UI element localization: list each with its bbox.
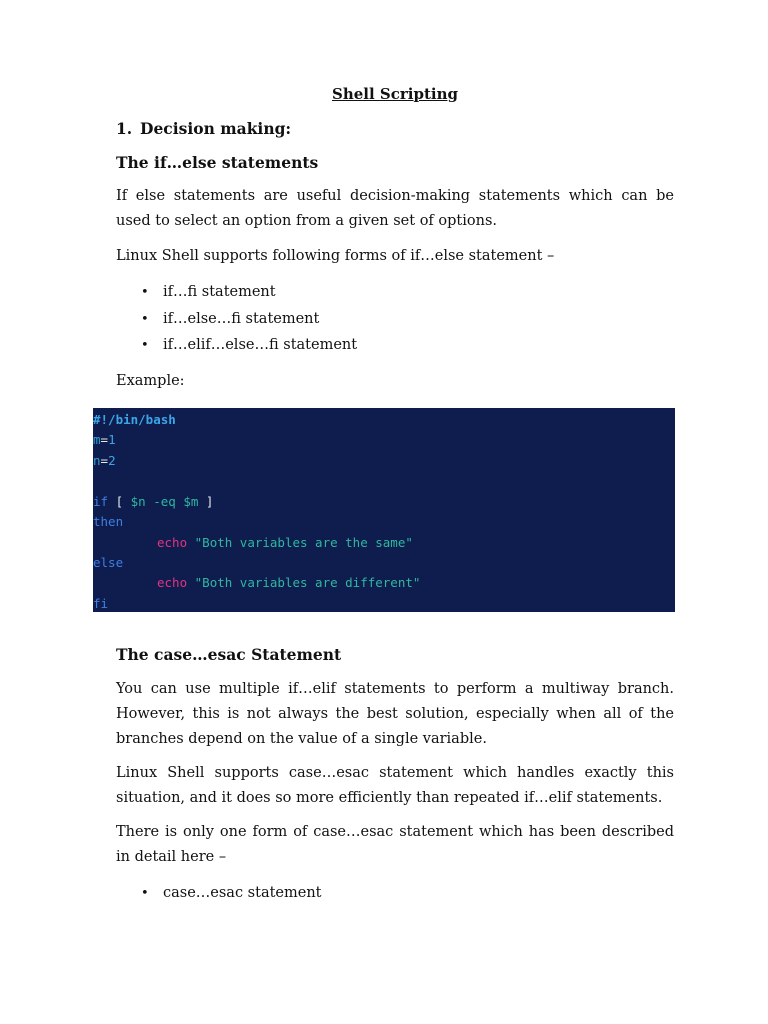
paragraph-case-intro: You can use multiple if…elif statements to perform a multiway branch. However, this is not always the best solution, especially when all of the branches depend on the value of a single variable. bbox=[116, 681, 674, 747]
list-item bbox=[141, 311, 319, 327]
code-num: 2 bbox=[108, 453, 116, 468]
paragraph-if-else-intro: If else statements are useful decision-making statements which can be used to select an option from a given set of options. bbox=[116, 188, 674, 229]
section-number: 1. bbox=[116, 119, 133, 138]
code-line-echo1 bbox=[157, 535, 413, 550]
code-keyword: fi bbox=[93, 596, 109, 611]
page-title: Shell Scripting bbox=[332, 85, 458, 103]
section-heading-decision-making bbox=[116, 119, 291, 138]
code-varref: $n bbox=[130, 494, 146, 509]
code-op: [ bbox=[108, 494, 131, 509]
code-shebang: #!/bin/bash bbox=[93, 412, 176, 427]
subheading-if-else: The if…else statements bbox=[116, 153, 319, 172]
code-echo: echo bbox=[157, 575, 188, 590]
code-line-m bbox=[93, 432, 116, 447]
list-item-text: case…esac statement bbox=[163, 885, 322, 901]
bullet-icon: • bbox=[141, 312, 149, 327]
code-keyword: then bbox=[93, 514, 124, 529]
code-echo: echo bbox=[157, 535, 188, 550]
list-item-text: if…elif…else…fi statement bbox=[163, 337, 358, 353]
bullet-icon: • bbox=[141, 285, 149, 300]
paragraph-if-else-forms: Linux Shell supports following forms of if…else statement – bbox=[116, 248, 555, 264]
list-item-text: if…else…fi statement bbox=[163, 311, 320, 327]
code-line-then bbox=[93, 514, 123, 529]
list-item bbox=[141, 284, 276, 300]
list-item bbox=[141, 885, 322, 901]
section-heading-text: Decision making: bbox=[140, 119, 292, 138]
paragraph-case-form: There is only one form of case…esac statement which has been described in detail here – bbox=[116, 824, 674, 865]
code-keyword: else bbox=[93, 555, 124, 570]
code-line-if bbox=[93, 494, 213, 509]
bullet-icon: • bbox=[141, 886, 149, 901]
code-varref: $m bbox=[183, 494, 199, 509]
code-line-shebang bbox=[93, 412, 176, 427]
paragraph-case-support: Linux Shell supports case…esac statement which handles exactly this situation, and it does so more efficiently than repeated if…elif statements. bbox=[116, 765, 674, 806]
subheading-case-esac: The case…esac Statement bbox=[116, 645, 342, 664]
code-op: -eq bbox=[145, 494, 184, 509]
code-line-n bbox=[93, 453, 116, 468]
code-line-echo2 bbox=[157, 575, 420, 590]
code-string: "Both variables are the same" bbox=[194, 535, 413, 550]
code-op: ] bbox=[198, 494, 214, 509]
code-block bbox=[93, 408, 675, 612]
code-string: "Both variables are different" bbox=[194, 575, 421, 590]
bullet-icon: • bbox=[141, 338, 149, 353]
code-line-fi bbox=[93, 596, 108, 611]
list-item bbox=[141, 337, 357, 353]
list-item-text: if…fi statement bbox=[163, 284, 276, 300]
code-keyword: if bbox=[93, 494, 109, 509]
code-op: = bbox=[100, 453, 109, 468]
code-var: n bbox=[93, 453, 101, 468]
code-op: = bbox=[100, 432, 109, 447]
code-var: m bbox=[93, 432, 101, 447]
code-line-else bbox=[93, 555, 123, 570]
example-label: Example: bbox=[116, 373, 185, 389]
code-num: 1 bbox=[108, 432, 116, 447]
